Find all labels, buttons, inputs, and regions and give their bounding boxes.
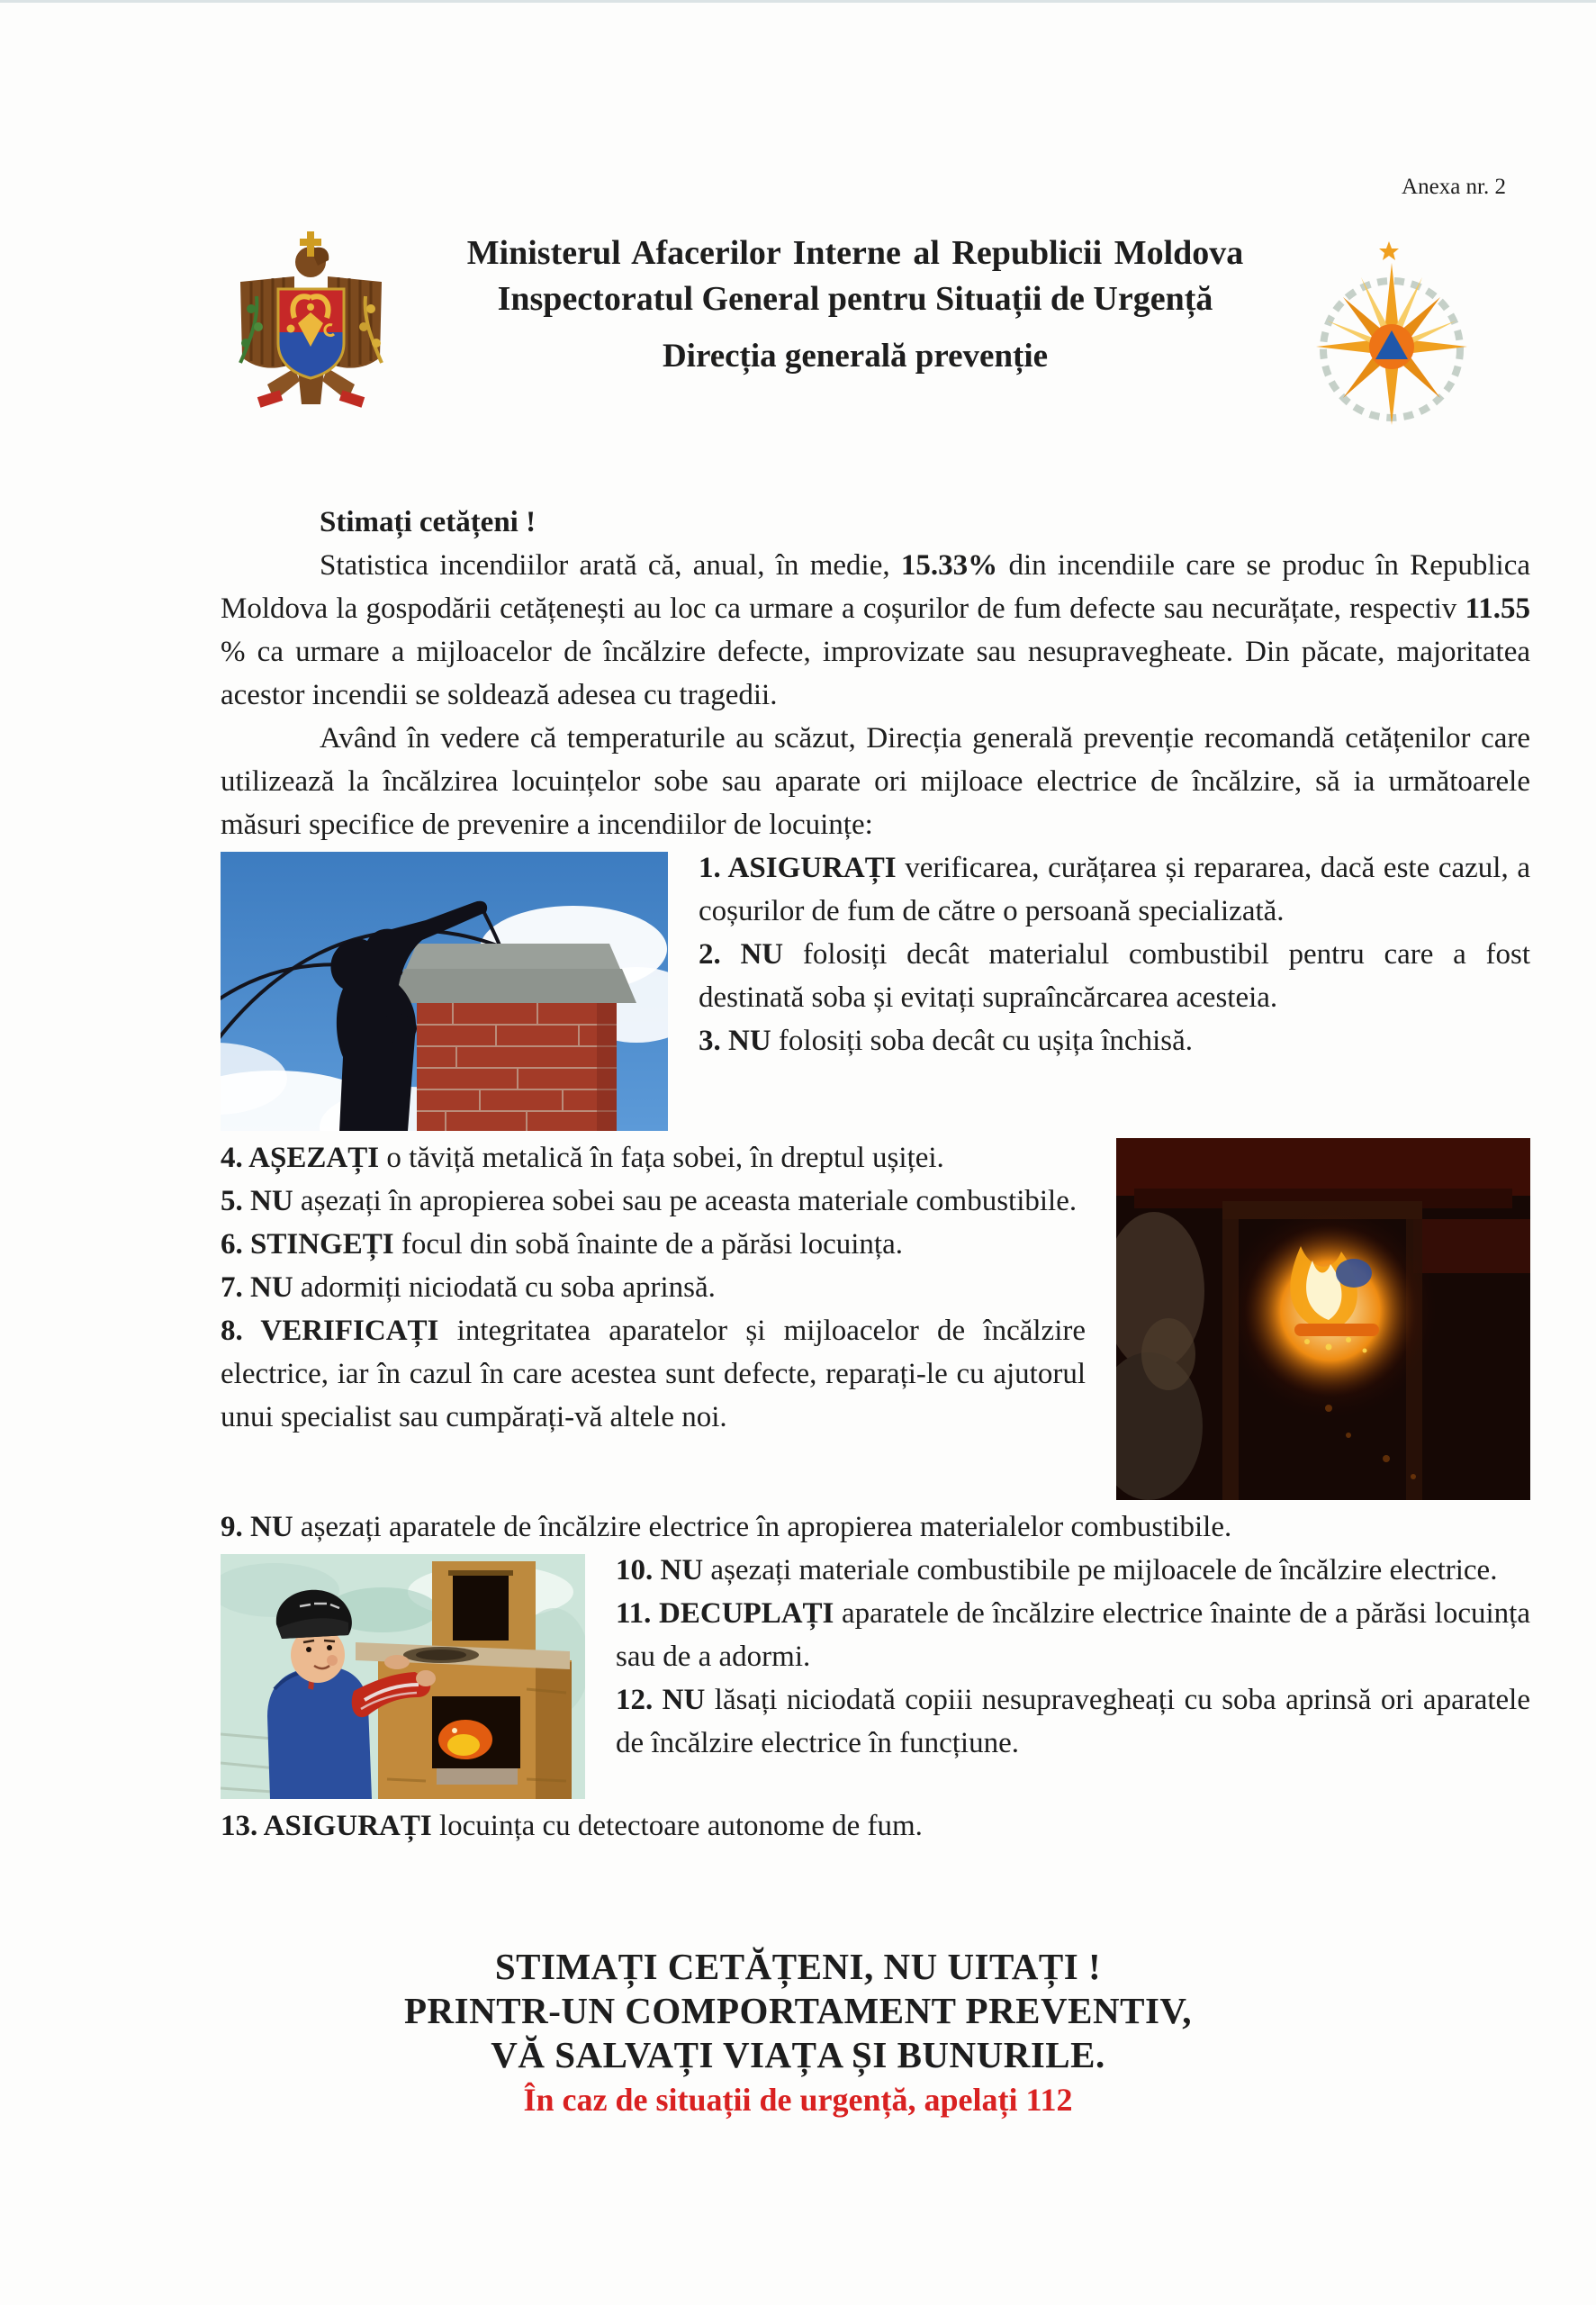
measure-1: 1. ASIGURAȚI verificarea, curățarea și repararea, dacă este cazul, a coșurilor de fum de către o persoană specializată.: [699, 852, 1530, 927]
measure-8: 8. VERIFICAȚI integritatea aparatelor și mijloacelor de încălzire electrice, iar în cazul în care acestea sunt defecte, reparați-le cu ajutorul unui specialist sau cumpărați-vă altele noi.: [221, 1315, 1087, 1433]
measure-10: 10. NU așezați materiale combustibile pe mijloacele de încălzire electrice.: [616, 1554, 1498, 1586]
measure-9: 9. NU așezați aparatele de încălzire electrice în apropierea materialelor combustibile.: [221, 1511, 1232, 1543]
measure-12: 12. NU lăsați niciodată copiii nesupravegheați cu soba aprinsă ori aparatele de încălzire electrice în funcțiune.: [616, 1684, 1530, 1759]
hearth-stones: [1116, 1212, 1204, 1500]
intro-paragraph-2: Având în vedere că temperaturile au scăzut, Direcția generală prevenție recomandă cetățenilor care utilizează la încălzirea locuințelor sobe sau aparate ori mijloace electrice de încălzire, să ia următoarele măsuri specifice de prevenire a incendiilor de locuințe:: [221, 722, 1530, 841]
measure-6: 6. STINGEȚI focul din sobă înainte de a părăsi locuința.: [221, 1228, 903, 1261]
chimney: [390, 944, 636, 1131]
document-body: [221, 501, 1530, 1848]
chimney-sweep-photo: [221, 852, 668, 1131]
intro-paragraph-1: Statistica incendiilor arată că, anual, în medie, 15.33% din incendiile care se produc în Republica Moldova la gospodării cetățenești au loc ca urmare a coșurilor de fum defecte sau necurățate, respectiv 11.55 % ca urmare a mijloacelor de încălzire defecte, improvizate sau nesupravegheate. Din păcate, majoritatea acestor incendii se soldează adesea cu tragedii.: [221, 549, 1531, 711]
child-stove-photo: [221, 1554, 585, 1799]
measures-block-10-12: [221, 1549, 1530, 1765]
measure-4: 4. AȘEZAȚI o tăviță metalică în fața sobei, în dreptul ușiței.: [221, 1142, 944, 1174]
header-title-block: [396, 230, 1314, 375]
annex-label: Anexa nr. 2: [1402, 175, 1506, 199]
fireplace-photo: [1116, 1138, 1530, 1500]
footer-line2: PRINTR-UN COMPORTAMENT PREVENTIV,: [404, 1990, 1192, 2031]
igsu-emblem-icon: [1296, 240, 1487, 430]
emergency-call-line: În caz de situații de urgență, apelați 112: [523, 2082, 1073, 2118]
footer-line1: STIMAȚI CETĂȚENI, NU UITAȚI !: [494, 1946, 1102, 1987]
document-footer: [0, 1945, 1596, 2120]
measure-3: 3. NU folosiți soba decât cu ușița închisă.: [699, 1025, 1193, 1057]
measures-block-4-8: [221, 1136, 1530, 1439]
statistic-bold-2: 11.55: [1465, 592, 1530, 625]
statistic-bold-1: 15.33%: [900, 549, 998, 582]
header-title-line1: Ministerul Afacerilor Interne al Republicii Moldova: [466, 234, 1244, 272]
shield: [278, 289, 344, 378]
measures-block-1-3: [221, 846, 1530, 1062]
measure-7: 7. NU adormiți niciodată cu soba aprinsă.: [221, 1271, 716, 1304]
eagle-head: [295, 231, 329, 277]
footer-line3: VĂ SALVAȚI VIAȚA ȘI BUNURILE.: [491, 2034, 1105, 2075]
header-title-line3: Direcția generală prevenție: [662, 338, 1049, 375]
header-title-line2: Inspectoratul General pentru Situații de Urgență: [497, 280, 1213, 318]
salutation: Stimați cetățeni !: [320, 506, 537, 538]
measure-5: 5. NU așezați în apropierea sobei sau pe aceasta materiale combustibile.: [221, 1185, 1078, 1217]
document-header: [0, 223, 1596, 439]
moldova-coat-of-arms-icon: [231, 226, 391, 415]
measure-13: 13. ASIGURAȚI locuința cu detectoare autonome de fum.: [221, 1810, 923, 1842]
scan-edge-line: [0, 0, 1596, 3]
measure-2: 2. NU folosiți decât materialul combustibil pentru care a fost destinată soba și evitați supraîncărcarea acesteia.: [699, 938, 1530, 1014]
measure-11: 11. DECUPLAȚI aparatele de încălzire electrice înainte de a părăsi locuința sau de a adormi.: [616, 1597, 1530, 1673]
